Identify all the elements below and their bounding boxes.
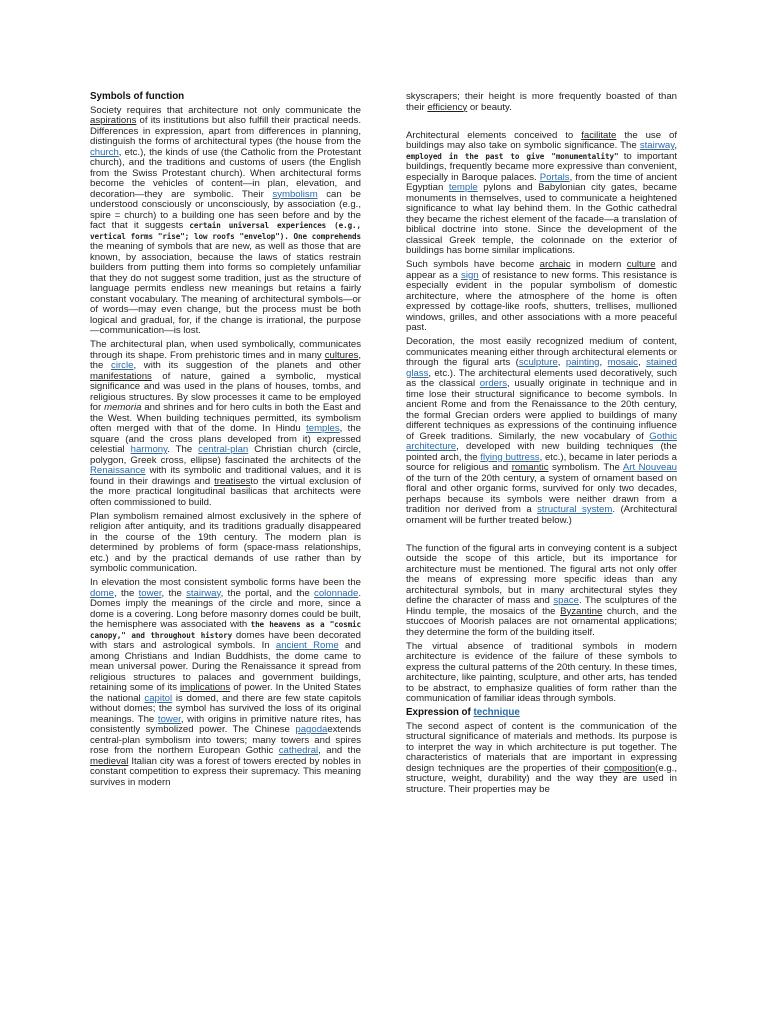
text-run: with its symbolic and traditional values, and it is found in their drawings and (90, 465, 361, 487)
text-run: can be understood consciously or unconsciously, by association (e.g., spire = church) to a building one has seen before and by the fact that it suggests (90, 188, 361, 231)
text-run: , the (161, 587, 187, 599)
section-heading-symbols-of-function: Symbols of function (90, 91, 185, 102)
text-run: The second aspect of content is the communication of the structural significance of materials and methods. Its purpose is to interpret the way in which architecture is put together. The characteristics of materials that are important in expressing design techniques are the properties of their (406, 720, 677, 774)
inline-link[interactable]: sculpture (518, 357, 558, 368)
text-run: , etc.), the kinds of use (the Catholic from the Protestant church), and the traditions and customs of users (the English from the Swiss Protestant church). When architectural forms become the vehicles of content—in plan, elevation, and decoration—they are symbolic. Their (90, 146, 361, 200)
inline-link[interactable]: space (553, 595, 579, 606)
text-run: , etc.), became in later periods a source for religious and (406, 451, 677, 473)
text-run: and shrines and for hero cults in both the East and the West. When building techniques permitted, its symbolism often merged with that of the dome. In Hindu (90, 402, 361, 434)
text-run: church, and the stuccoes of Moorish palaces are not ornamental applications; they determine the form of the building itself. (406, 605, 677, 638)
text-run: , (674, 140, 677, 151)
text-run: , (637, 357, 647, 368)
inline-link[interactable]: circle (111, 360, 134, 371)
inline-link[interactable]: orders (479, 378, 507, 389)
text-run: The virtual absence of traditional symbols in modern architecture is evidence of the failure of these symbols to express the cultural patterns of the 20th century. In these times, architecture, like painting, sculpture, and other arts, has tended to be abstract, to emphasize qualities of form rather than the communication of familiar ideas through symbols. (406, 640, 677, 704)
text-run: to the virtual exclusion of the more practical longitudinal basilicas that architects were often commissioned to build. (90, 475, 361, 508)
inline-link[interactable]: cathedral (278, 745, 319, 756)
text-run: The function of the figural arts in conveying content is a subject outside the scope of this article, but its importance for architecture must be mentioned. The figural arts not only offer the means of expressing more specific ideas than any architectural symbols, but in many architectural styles they define the character of mass and (406, 542, 677, 606)
inline-link[interactable]: central-plan (198, 444, 249, 455)
text-run: of power. In the United States the national (90, 682, 361, 704)
text-run: Society requires that architecture not only communicate the (90, 104, 361, 116)
italic-term: memoria (104, 402, 142, 413)
underlined-term: treatises (214, 475, 251, 487)
inline-link[interactable]: dome (90, 587, 114, 599)
inline-link[interactable]: Art Nouveau (622, 462, 678, 473)
inline-link[interactable]: mosaic (607, 357, 638, 368)
text-run: is domed, and there are few state capitols without domes; the symbol has survived the loss of its original meanings. The (90, 692, 361, 725)
text-run: . The sculptures of the Hindu temple, the mosaics of the (406, 595, 678, 617)
text-run: , the portal, and the (220, 587, 315, 599)
paragraph (90, 340, 361, 508)
paragraph (406, 92, 677, 113)
text-run: Such symbols have become (406, 259, 540, 270)
text-run: , with its suggestion of the planets and other (133, 360, 361, 371)
underlined-term: Byzantine (560, 605, 603, 617)
paragraph (406, 642, 677, 705)
underlined-term: romantic (511, 462, 549, 473)
inline-link[interactable]: sign (461, 269, 479, 281)
inline-link[interactable]: Renaissance (90, 465, 146, 476)
text-run: of the turn of the 20th century, a system of ornament based on floral and other organic forms, survived for only two decades, perhaps because its symbols were neither drawn from a tradition nor derived from a (406, 472, 677, 515)
left-column (90, 92, 361, 792)
text-run: pylons and Babylonian city gates, became monuments in themselves, used to communicate a heightened significance to what lay behind them. In the Gothic cathedral they became the richest element of the facade—a translation of biblical doctrine into stone. Since the development of the classical Greek temple, the colonnade on the exterior of buildings has borne similar implications. (406, 182, 677, 256)
paragraph (90, 512, 361, 575)
text-run: , with origins in primitive nature rites, has consistently symbolized power. The Chinese (90, 713, 362, 735)
text-run: . Domes imply the meanings of the circle and more, since a dome is a covering. Long before masonry domes could be built, the hemisphere was associated with (90, 587, 361, 630)
text-run: , (599, 357, 608, 368)
text-run: the heavens as a "cosmic canopy," and throughout history (90, 620, 361, 640)
text-run: In elevation the most consistent symbolic forms have been the (90, 577, 361, 588)
underlined-term: implications (180, 682, 231, 693)
text-run: of resistance to new forms. This resistance is especially evident in the popular symbolism of domestic architecture, where the atmosphere of the home is often expressed by cottage-like roofs, shutters, trellises, mullioned windows, grilles, and other associations with a more peaceful past. (406, 269, 677, 333)
inline-link[interactable]: temples (306, 423, 340, 434)
inline-link[interactable]: pagoda (295, 724, 328, 735)
paragraph (406, 131, 677, 257)
text-run: of its institutions but also fulfill their practical needs. Differences in expression, apart from differences in planning, distinguish the forms of architectural types (the house from the (90, 115, 361, 147)
text-run: the meaning of symbols that are new, as well as those that are known, by association, because the laws of statics restrain builders from putting them into forms so completely unfamiliar that they do not suggest some tradition, just as the structure of language permits endless new meanings but retains a fairly constant vocabulary. The meaning of architectural symbols—or of words—may even change, but the process must be both logical and gradual, for, if the change is irrational, the purpose—communication—is lost. (90, 241, 361, 336)
text-run: , the square (and the cross plans developed from it) expressed celestial (90, 423, 361, 455)
section-heading-expression-of-technique (406, 708, 677, 719)
spacer (406, 117, 677, 131)
text-run: the use of buildings may also take on symbolic significance. The (406, 129, 677, 151)
inline-link[interactable]: colonnade (314, 587, 359, 599)
underlined-term: medieval (90, 755, 129, 767)
text-run: employed in the past to give "monumentality" (406, 151, 619, 161)
inline-link[interactable]: stairway (639, 140, 675, 151)
right-column (406, 92, 677, 799)
underlined-term: facilitate (581, 129, 617, 141)
inline-link[interactable]: flying buttress (480, 451, 540, 463)
text-run: to important buildings, frequently became more expressive than convenient, especially in Baroque palaces. (406, 150, 678, 183)
text-run: , from the time of ancient Egyptian (406, 171, 678, 193)
inline-link[interactable]: church (90, 146, 119, 158)
underlined-term: cultures (324, 349, 359, 361)
inline-link[interactable]: symbolism (272, 188, 318, 200)
technique-link[interactable]: technique (473, 707, 520, 718)
inline-link[interactable]: temple (448, 182, 478, 193)
inline-link[interactable]: stained glass (406, 357, 678, 379)
text-run: domes have been decorated with stars and astrological symbols. In (90, 629, 361, 651)
inline-link[interactable]: harmony (130, 444, 168, 455)
paragraph (406, 260, 677, 334)
text-run: (e.g., structure, weight, durability) and the way they are used in structure. Their properties may be (406, 762, 677, 795)
heading-text: Expression of (406, 707, 474, 718)
text-run: extends central-plan symbolism into towers; many towers and spires rose from the northern European Gothic (90, 724, 361, 756)
text-run: Italian city was a forest of towers erected by nobles in constant competition to express their supremacy. This meaning survives in modern (90, 755, 361, 788)
text-run: , developed with new building techniques (the pointed arch, the (406, 441, 677, 463)
underlined-term: manifestations (90, 370, 152, 382)
underlined-term: archaic (539, 259, 571, 270)
text-run: , the (114, 587, 139, 599)
inline-link[interactable]: tower (138, 587, 162, 599)
text-run: , (557, 357, 566, 368)
paragraph (90, 106, 361, 337)
paragraph (90, 578, 361, 788)
text-run: , the (90, 349, 361, 371)
text-run: . The (167, 444, 199, 455)
spacer (406, 530, 677, 544)
inline-link[interactable]: tower (157, 713, 181, 725)
inline-link[interactable]: ancient Rome (275, 640, 339, 651)
inline-link[interactable]: Gothic architecture (406, 430, 677, 452)
text-run: Decoration, the most easily recognized medium of content, communicates meaning either through architectural elements or through the figural arts ( (406, 336, 677, 368)
underlined-term: composition (603, 762, 656, 774)
inline-link[interactable]: capitol (144, 692, 173, 704)
paragraph (406, 544, 677, 639)
paragraph (406, 722, 677, 796)
text-run: , usually originate in technique and in time lose their structural significance to become symbols. In ancient Rome and from the Renaissance to the 20th century, the formal Grecian orders were applied to buildings of many different techniques as expressions of the continuing influence of Greek traditions. Similarly, the new vocabulary of (406, 378, 678, 442)
underlined-term: efficiency (427, 101, 468, 113)
paragraph (406, 337, 677, 526)
text-run: and appear as a (406, 259, 677, 281)
text-run: and among Christians and Indian Buddhists, the dome came to mean universal power. During the Renaissance it spread from religious structures to palaces and government buildings, retaining some of its (90, 640, 361, 693)
text-run: . (Architectural ornament will be further treated below.) (406, 504, 677, 526)
text-run: The architectural plan, when used symbolically, communicates through its shape. From prehistoric times and in many (90, 339, 361, 361)
text-run: Christian church (circle, polygon, Greek cross, ellipse) fascinated the architects of the (90, 444, 361, 466)
underlined-term: culture (626, 259, 656, 270)
text-run: , etc.). The architectural elements used decoratively, such as the classical (406, 367, 677, 389)
underlined-term: aspirations (90, 115, 137, 126)
text-run: certain universal experiences (e.g., vertical forms "rise"; low roofs "envelop"). One comprehends (90, 221, 361, 241)
text-run: skyscrapers; their height is more frequently boasted of than their (406, 91, 677, 113)
text-run: Architectural elements conceived to (406, 129, 582, 141)
text-run: of nature, gained a symbolic, mystical significance and was used in the plans of houses, tombs, and religious structures. By slow processes it came to be employed for (90, 370, 361, 413)
text-run: symbolism. The (548, 462, 623, 473)
inline-link[interactable]: painting (565, 357, 600, 368)
inline-link[interactable]: structural system (537, 504, 613, 515)
text-run: , and the (318, 745, 361, 756)
inline-link[interactable]: Portals (539, 171, 570, 183)
inline-link[interactable]: stairway (186, 587, 221, 599)
text-run: in modern (570, 259, 627, 270)
text-run: or beauty. (467, 101, 512, 113)
text-run: Plan symbolism remained almost exclusively in the sphere of religion after antiquity, and its traditions gradually disappeared in the course of the 19th century. The modern plan is determined by problems of form (space-mass relationships, etc.) and by the practical demands of use rather than by symbolic communication. (90, 510, 361, 574)
